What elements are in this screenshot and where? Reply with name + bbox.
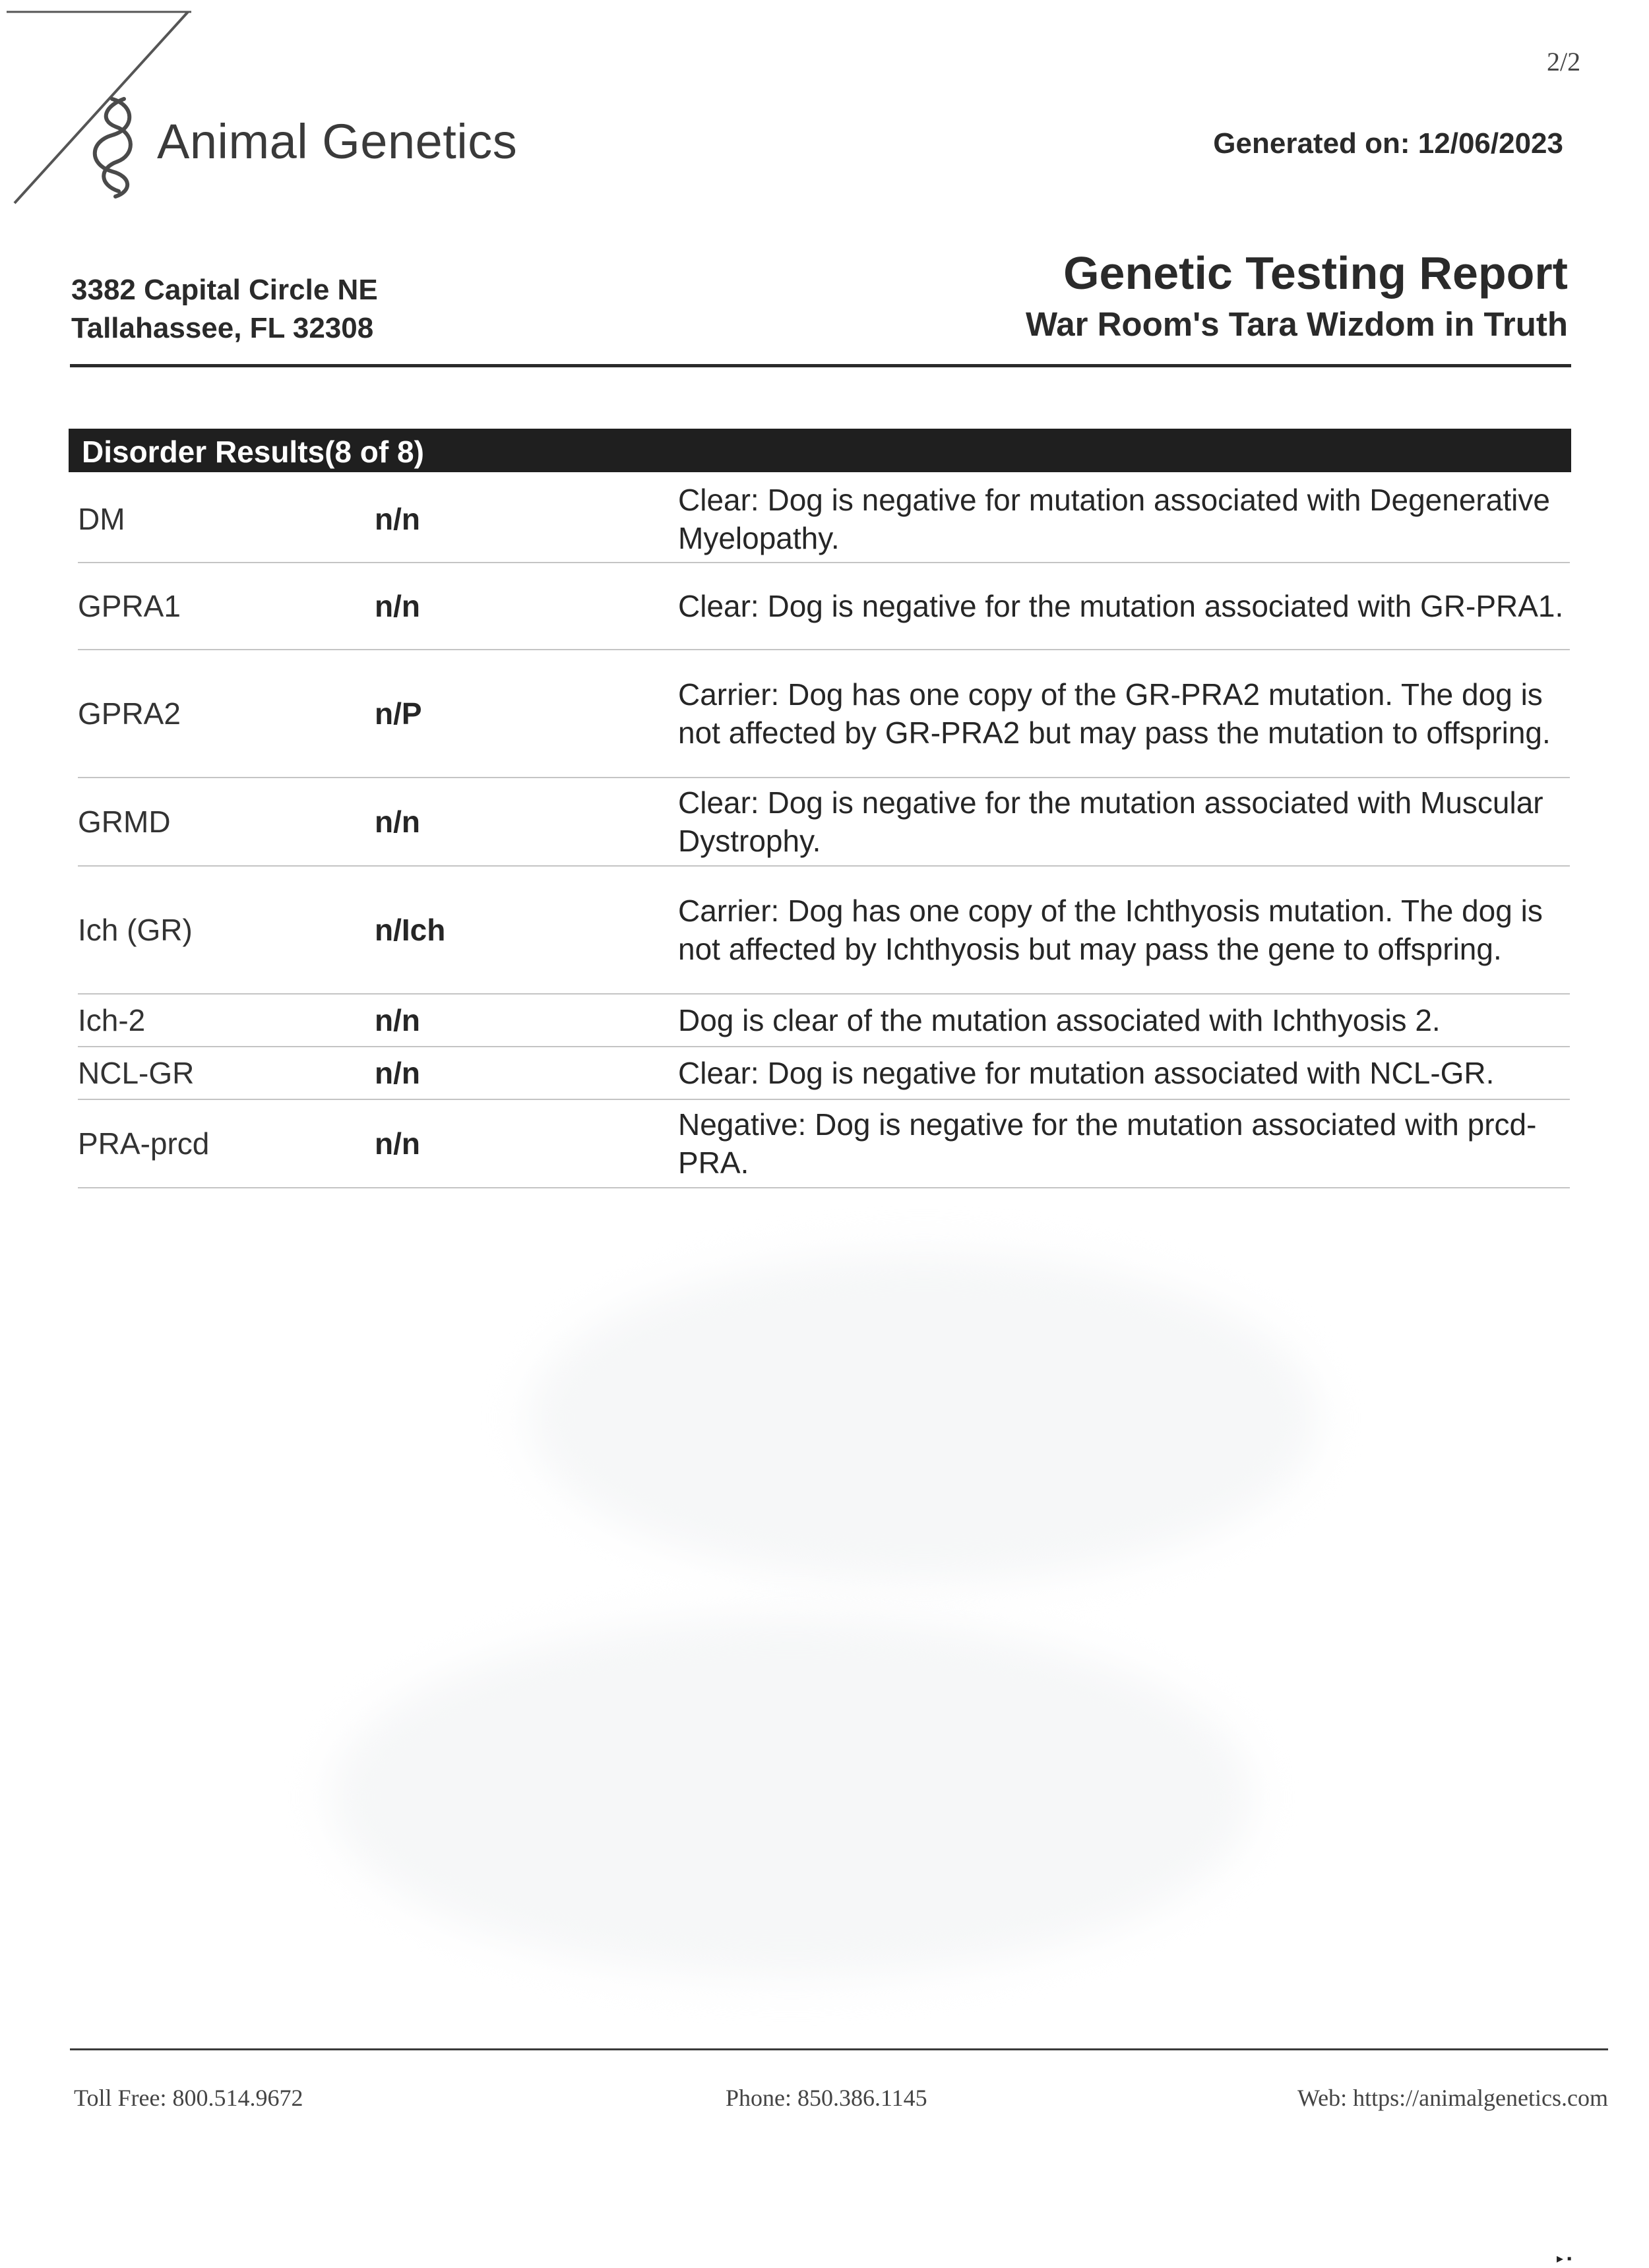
- table-row: [78, 476, 1570, 563]
- dna-helix-icon: [7, 7, 224, 204]
- footer-divider: [70, 2048, 1608, 2050]
- result-description: Carrier: Dog has one copy of the GR-PRA2 mutation. The dog is not affected by GR-PRA2 but may pass the mutation to offspring.: [678, 677, 1551, 750]
- scan-speck: ▸ ▪: [1557, 2252, 1572, 2266]
- table-row: [78, 1047, 1570, 1100]
- genotype: n/n: [375, 1056, 420, 1090]
- disorder-name: GPRA1: [78, 589, 181, 623]
- table-row: [78, 995, 1570, 1047]
- table-row: [78, 1100, 1570, 1188]
- genotype: n/n: [375, 1126, 420, 1161]
- result-description: Carrier: Dog has one copy of the Ichthyosis mutation. The dog is not affected by Ichthyosis but may pass the gene to offspring.: [678, 894, 1543, 966]
- page-number: 2/2: [1547, 47, 1581, 77]
- genotype: n/n: [375, 502, 420, 536]
- disorder-name: Ich (GR): [78, 913, 193, 947]
- result-description: Clear: Dog is negative for the mutation associated with Muscular Dystrophy.: [678, 785, 1543, 858]
- disorder-name: DM: [78, 502, 125, 536]
- result-description: Clear: Dog is negative for mutation associated with Degenerative Myelopathy.: [678, 483, 1550, 555]
- disorder-name: Ich-2: [78, 1003, 146, 1037]
- result-description: Clear: Dog is negative for mutation associated with NCL-GR.: [678, 1056, 1495, 1090]
- header-divider: [70, 364, 1571, 367]
- genotype: n/n: [375, 805, 420, 839]
- report-title: Genetic Testing Report: [1063, 247, 1568, 299]
- disorder-name: GPRA2: [78, 696, 181, 731]
- table-row: [78, 650, 1570, 778]
- genotype: n/Ich: [375, 913, 446, 947]
- website-link[interactable]: Web: https://animalgenetics.com: [1297, 2085, 1608, 2111]
- disorder-name: NCL-GR: [78, 1056, 195, 1090]
- genotype: n/n: [375, 589, 420, 623]
- result-description: Clear: Dog is negative for the mutation associated with GR-PRA1.: [678, 589, 1564, 623]
- disorder-name: PRA-prcd: [78, 1126, 210, 1161]
- table-row: [78, 867, 1570, 995]
- scan-smudge: [528, 1253, 1319, 1583]
- disorder-name: GRMD: [78, 805, 171, 839]
- address-line-1: 3382 Capital Circle NE: [71, 274, 378, 306]
- result-description: Dog is clear of the mutation associated with Ichthyosis 2.: [678, 1003, 1441, 1037]
- genotype: n/P: [375, 696, 422, 731]
- toll-free-number: Toll Free: 800.514.9672: [74, 2085, 303, 2111]
- phone-number: Phone: 850.386.1145: [726, 2085, 927, 2111]
- table-row: [78, 778, 1570, 867]
- brand-name: Animal Genetics: [157, 114, 518, 169]
- result-description: Negative: Dog is negative for the mutation associated with prcd-PRA.: [678, 1107, 1537, 1180]
- table-row: [78, 563, 1570, 650]
- scan-smudge: [330, 1616, 1253, 1978]
- generated-date: Generated on: 12/06/2023: [1213, 127, 1563, 160]
- address-line-2: Tallahassee, FL 32308: [71, 312, 374, 344]
- table-title: Disorder Results(8 of 8): [69, 429, 1571, 472]
- genotype: n/n: [375, 1003, 420, 1037]
- dog-name: War Room's Tara Wizdom in Truth: [1025, 305, 1568, 343]
